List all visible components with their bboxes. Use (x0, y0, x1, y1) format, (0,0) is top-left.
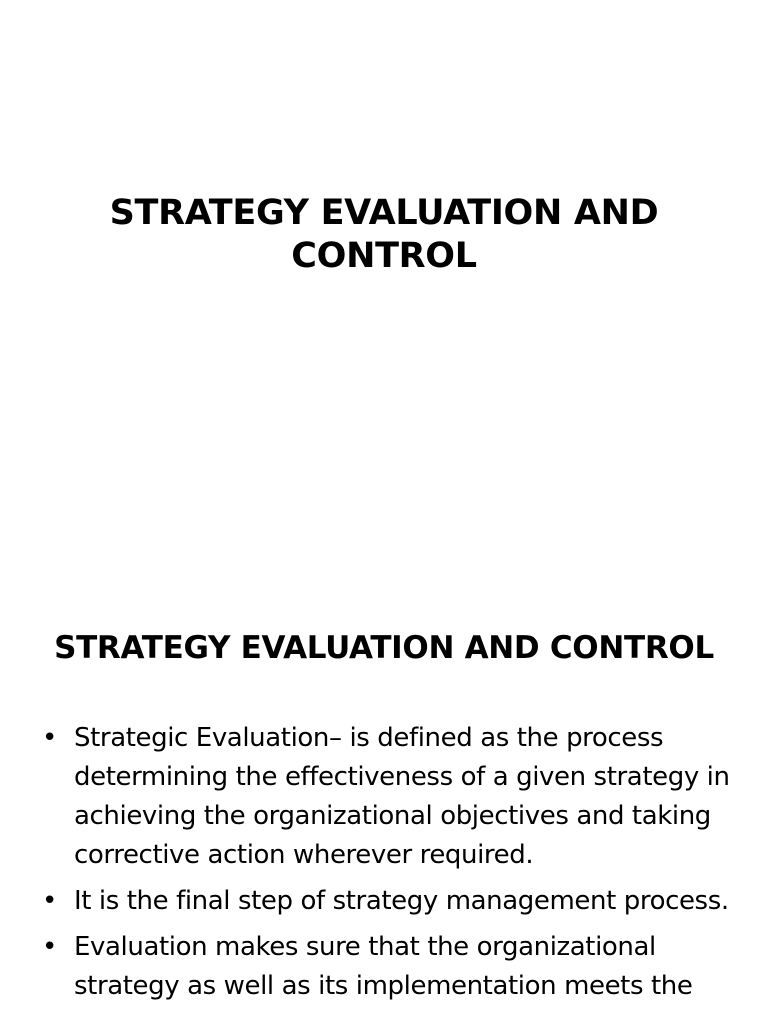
bullet-list (40, 719, 730, 1013)
content-slide-heading: STRATEGY EVALUATION AND CONTROL (54, 630, 714, 666)
bullet-text: Evaluation makes sure that the organizational strategy as well as its implementation meets the (74, 932, 693, 1001)
bullet-item (40, 882, 730, 921)
bullet-icon: • (42, 932, 57, 962)
content-slide (0, 576, 768, 1024)
bullet-icon: • (42, 886, 57, 916)
bullet-icon: • (42, 723, 57, 753)
title-slide-heading: STRATEGY EVALUATION AND CONTROL (109, 193, 659, 276)
bullet-item (40, 719, 730, 875)
bullet-item (40, 928, 730, 1006)
bullet-text: Strategic Evaluation– is defined as the process determining the effectiveness of a given strategy in achieving the organizational objectives and taking corrective action wherever required. (74, 723, 730, 870)
bullet-text: It is the final step of strategy management process. (74, 886, 729, 916)
